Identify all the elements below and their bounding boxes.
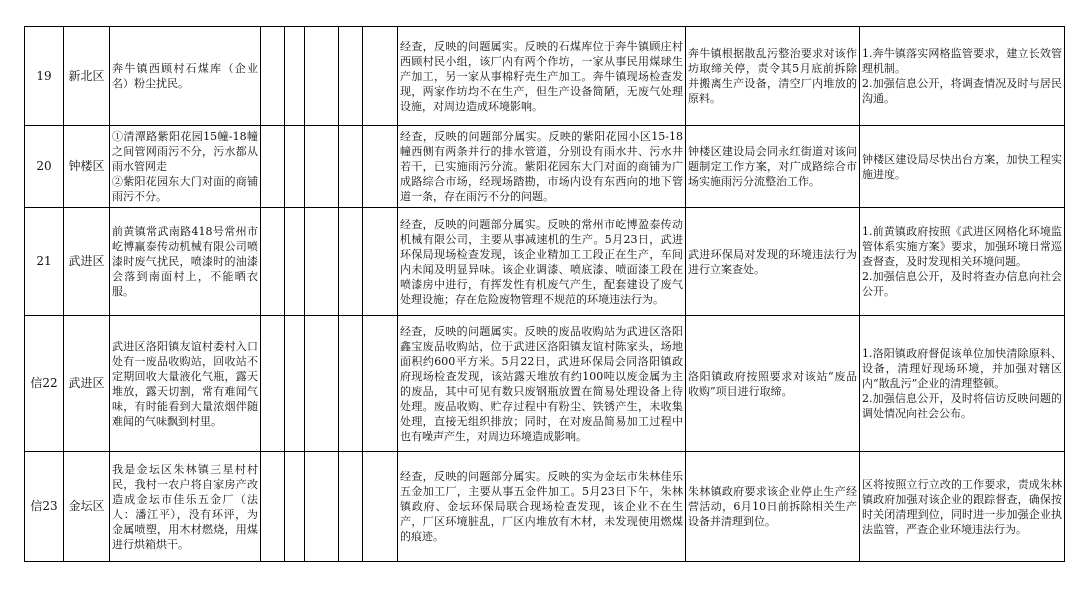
blank-cell — [363, 208, 398, 316]
action-cell: 武进环保局对发现的环境违法行为进行立案查处。 — [686, 208, 860, 316]
district-cell: 金坛区 — [64, 452, 110, 562]
table-row — [25, 27, 1065, 126]
complaints-table — [24, 26, 1065, 562]
blank-cell — [285, 452, 305, 562]
row-number: 信23 — [25, 452, 64, 562]
blank-cell — [305, 452, 339, 562]
blank-cell — [261, 126, 285, 208]
blank-cell — [363, 126, 398, 208]
finding-cell: 经查，反映的问题属实。反映的石煤库位于奔牛镇顾庄村西顾村民小组，该厂内有两个作坊，一家从事民用煤球生产加工，另一家从事棉籽壳生产加工。奔牛镇现场检查发现，两家作坊均不在生产，但生产设备简陋，无废气处理设施，对周边造成环境影响。 — [398, 27, 686, 126]
action-cell: 奔牛镇根据散乱污整治要求对该作坊取缔关停，责令其5月底前拆除并搬离生产设备，清空厂内堆放的原料。 — [686, 27, 860, 126]
blank-cell — [305, 208, 339, 316]
finding-cell: 经查，反映的问题部分属实。反映的常州市屹博盈泰传动机械有限公司，主要从事减速机的生产。5月23日，武进环保局现场检查发现，该企业精加工工段正在生产，车间内未闻及明显异味。该企业调漆、喷底漆、喷面漆工段在喷漆房中进行，有挥发性有机废气产生，配套建设了废气处理设施；存在危险废物管理不规范的环境违法行为。 — [398, 208, 686, 316]
row-number: 19 — [25, 27, 64, 126]
complaint-cell: 我是金坛区朱林镇三星村村民，我村一农户将自家房产改造成金坛市佳乐五金厂（法人：潘江平），没有环评，为金属喷塑，用木材燃烧，用煤进行烘箱烘干。 — [110, 452, 261, 562]
blank-cell — [285, 27, 305, 126]
blank-cell — [285, 126, 305, 208]
finding-cell: 经查，反映的问题部分属实。反映的实为金坛市朱林佳乐五金加工厂，主要从事五金件加工。5月23日下午，朱林镇政府、金坛环保局联合现场检查发现，该企业不在生产，厂区环境脏乱，厂区内堆放有木材，未发现使用燃煤的痕迹。 — [398, 452, 686, 562]
blank-cell — [363, 452, 398, 562]
finding-cell: 经查，反映的问题属实。反映的废品收购站为武进区洛阳鑫宝废品收购站，位于武进区洛阳镇友谊村陈家头，场地面积约600平方米。5月22日，武进环保局会同洛阳镇政府现场检查发现，该站露天堆放有约100吨以废金属为主的废品，其中可见有数只废钢瓶放置在简易处理设备上待处理。废品收购、贮存过程中有粉尘、铁锈产生，未收集处理，直接无组织排放；同时，在对废品简易加工过程中也有噪声产生，对周边环境造成影响。 — [398, 316, 686, 452]
row-number: 21 — [25, 208, 64, 316]
row-number: 20 — [25, 126, 64, 208]
table-row — [25, 126, 1065, 208]
blank-cell — [339, 27, 363, 126]
district-cell: 钟楼区 — [64, 126, 110, 208]
complaint-cell: 前黄镇常武南路418号常州市屹博赢泰传动机械有限公司喷漆时废气扰民，喷漆时的油漆会落到南面村上，不能晒衣服。 — [110, 208, 261, 316]
blank-cell — [261, 316, 285, 452]
table-row — [25, 316, 1065, 452]
complaint-cell: 奔牛镇西顾村石煤库（企业名）粉尘扰民。 — [110, 27, 261, 126]
blank-cell — [339, 316, 363, 452]
complaint-cell: 武进区洛阳镇友谊村委村入口处有一废品收购站，回收站不定期回收大量液化气瓶，露天堆放，露天切割，常有难闻气味，有时能看到大量浓烟伴随难闻的气味飘到村里。 — [110, 316, 261, 452]
rectification-cell: 1.洛阳镇政府督促该单位加快清除原料、设备，清理好现场环境，并加强对辖区内“散乱污”企业的清理整顿。 2.加强信息公开，及时将信访反映问题的调处情况向社会公布。 — [860, 316, 1065, 452]
blank-cell — [261, 27, 285, 126]
blank-cell — [305, 316, 339, 452]
row-number: 信22 — [25, 316, 64, 452]
action-cell: 洛阳镇政府按照要求对该站“废品收购”项目进行取缔。 — [686, 316, 860, 452]
district-cell: 武进区 — [64, 208, 110, 316]
blank-cell — [363, 316, 398, 452]
blank-cell — [285, 316, 305, 452]
action-cell: 钟楼区建设局会同永红街道对该问题制定工作方案，对广成路综合市场实施雨污分流整治工作。 — [686, 126, 860, 208]
action-cell: 朱林镇政府要求该企业停止生产经营活动，6月10日前拆除相关生产设备并清理到位。 — [686, 452, 860, 562]
rectification-cell: 区将按照立行立改的工作要求，责成朱林镇政府加强对该企业的跟踪督查，确保按时关闭清理到位，同时进一步加强企业执法监管，严查企业环境违法行为。 — [860, 452, 1065, 562]
blank-cell — [363, 27, 398, 126]
table-row — [25, 452, 1065, 562]
finding-cell: 经查，反映的问题部分属实。反映的紫阳花园小区15-18幢西侧有两条并行的排水管道，分别设有雨水井、污水井若干，已实施雨污分流。紫阳花园东大门对面的商铺为广成路综合市场，经现场踏勘，市场内设有东西向的地下管道一条，存在雨污不分的问题。 — [398, 126, 686, 208]
complaint-cell: ①清潭路紫阳花园15幢-18幢之间管网雨污不分，污水都从雨水管网走 ②紫阳花园东大门对面的商铺雨污不分。 — [110, 126, 261, 208]
blank-cell — [339, 452, 363, 562]
blank-cell — [339, 126, 363, 208]
table-row — [25, 208, 1065, 316]
rectification-cell: 1.奔牛镇落实网格监管要求，建立长效管理机制。 2.加强信息公开，将调查情况及时与居民沟通。 — [860, 27, 1065, 126]
blank-cell — [305, 126, 339, 208]
blank-cell — [285, 208, 305, 316]
district-cell: 新北区 — [64, 27, 110, 126]
blank-cell — [261, 452, 285, 562]
district-cell: 武进区 — [64, 316, 110, 452]
blank-cell — [305, 27, 339, 126]
rectification-cell: 1.前黄镇政府按照《武进区网格化环境监管体系实施方案》要求，加强环境日常巡查督查，及时发现相关环境问题。 2.加强信息公开，及时将查办信息向社会公开。 — [860, 208, 1065, 316]
blank-cell — [339, 208, 363, 316]
rectification-cell: 钟楼区建设局尽快出台方案，加快工程实施进度。 — [860, 126, 1065, 208]
blank-cell — [261, 208, 285, 316]
